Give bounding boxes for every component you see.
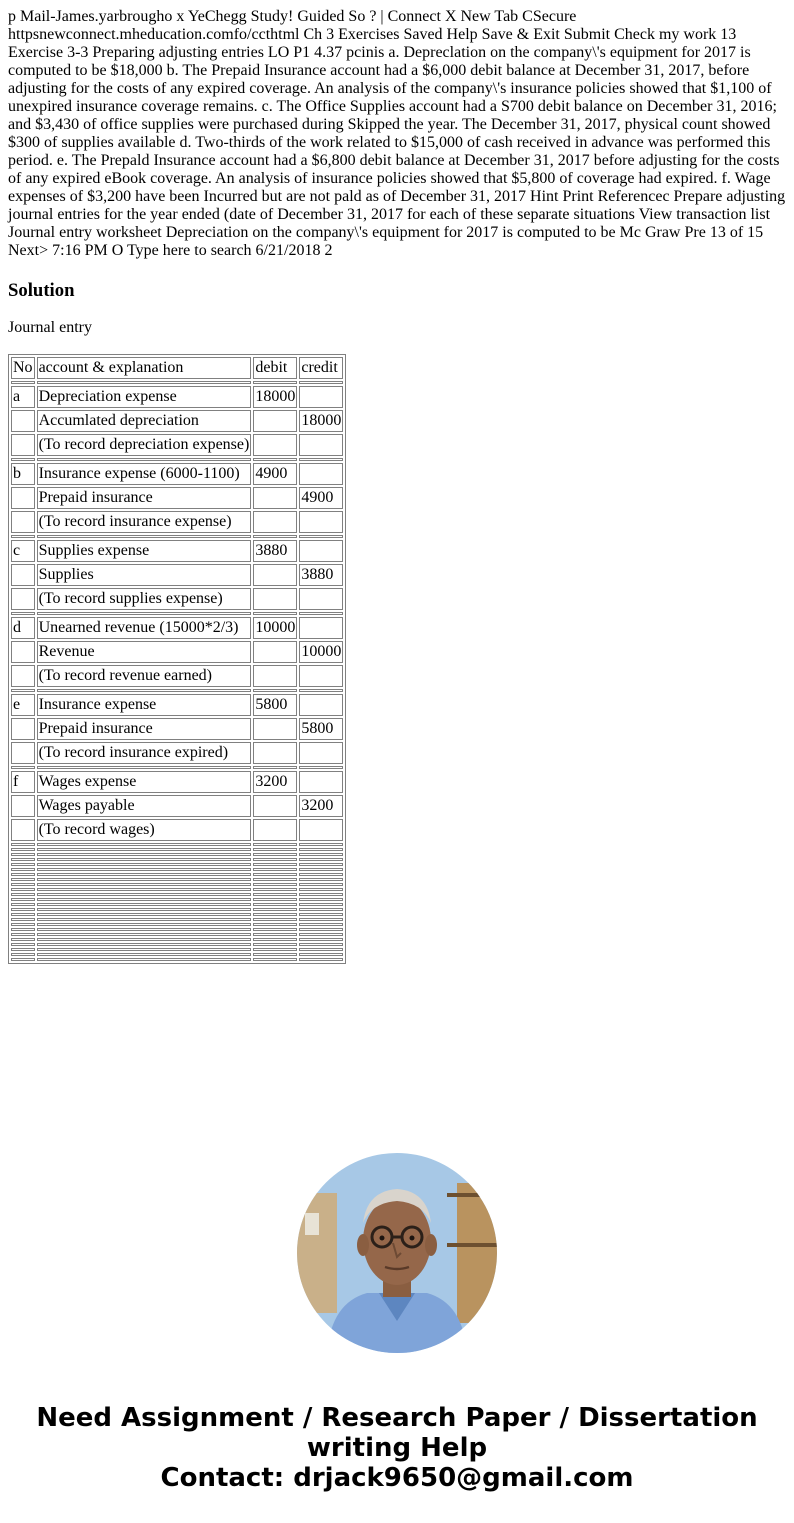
cell-debit: 10000: [253, 617, 297, 639]
cell-no: [11, 766, 35, 769]
table-header-row: [11, 357, 343, 379]
cell-debit: [253, 410, 297, 432]
cell-debit: [253, 766, 297, 769]
profile-photo: [297, 1153, 497, 1353]
cell-account: [37, 689, 252, 692]
cell-no: [11, 665, 35, 687]
cell-account: Accumlated depreciation: [37, 410, 252, 432]
cell-debit: [253, 913, 297, 916]
empty-separator-row: [11, 928, 343, 931]
empty-separator-row: [11, 898, 343, 901]
header-account: account & explanation: [37, 357, 252, 379]
cell-no: e: [11, 694, 35, 716]
table-row: [11, 694, 343, 716]
cell-account: (To record insurance expense): [37, 511, 252, 533]
cell-no: [11, 913, 35, 916]
cell-debit: [253, 858, 297, 861]
cell-debit: [253, 381, 297, 384]
cell-no: [11, 742, 35, 764]
cell-credit: [299, 588, 343, 610]
cell-credit: 5800: [299, 718, 343, 740]
cell-no: [11, 958, 35, 961]
cell-debit: [253, 958, 297, 961]
cell-credit: [299, 903, 343, 906]
solution-heading: Solution: [8, 280, 75, 301]
cell-debit: [253, 943, 297, 946]
cell-debit: [253, 868, 297, 871]
cell-credit: [299, 943, 343, 946]
cell-debit: [253, 853, 297, 856]
cell-account: (To record revenue earned): [37, 665, 252, 687]
cell-account: [37, 458, 252, 461]
cell-account: Revenue: [37, 641, 252, 663]
empty-separator-row: [11, 938, 343, 941]
cell-account: [37, 893, 252, 896]
separator-row: [11, 766, 343, 769]
cell-debit: [253, 863, 297, 866]
cell-no: [11, 863, 35, 866]
cell-debit: [253, 612, 297, 615]
cell-debit: [253, 641, 297, 663]
cell-debit: [253, 948, 297, 951]
cell-debit: [253, 888, 297, 891]
cell-account: (To record insurance expired): [37, 742, 252, 764]
cell-credit: [299, 771, 343, 793]
cell-no: [11, 918, 35, 921]
cell-credit: [299, 953, 343, 956]
cell-account: [37, 878, 252, 881]
empty-separator-row: [11, 913, 343, 916]
cell-no: [11, 511, 35, 533]
cell-no: [11, 893, 35, 896]
cell-account: (To record supplies expense): [37, 588, 252, 610]
table-row: [11, 795, 343, 817]
cell-credit: [299, 913, 343, 916]
cell-debit: [253, 511, 297, 533]
cell-account: [37, 873, 252, 876]
table-row: [11, 771, 343, 793]
cell-account: [37, 953, 252, 956]
cell-debit: [253, 938, 297, 941]
cell-no: [11, 928, 35, 931]
cell-debit: [253, 873, 297, 876]
cell-no: [11, 564, 35, 586]
cell-debit: 3880: [253, 540, 297, 562]
cell-credit: [299, 928, 343, 931]
cell-credit: [299, 863, 343, 866]
cell-account: Wages expense: [37, 771, 252, 793]
cell-debit: 18000: [253, 386, 297, 408]
cell-credit: [299, 893, 343, 896]
separator-row: [11, 689, 343, 692]
cell-no: [11, 487, 35, 509]
cell-debit: [253, 928, 297, 931]
empty-separator-row: [11, 888, 343, 891]
cell-account: Unearned revenue (15000*2/3): [37, 617, 252, 639]
empty-separator-row: [11, 873, 343, 876]
cell-no: [11, 689, 35, 692]
cell-account: [37, 853, 252, 856]
cell-credit: [299, 381, 343, 384]
cell-credit: [299, 612, 343, 615]
empty-separator-row: [11, 868, 343, 871]
cell-credit: [299, 898, 343, 901]
separator-row: [11, 612, 343, 615]
cell-account: [37, 958, 252, 961]
cell-debit: [253, 819, 297, 841]
cell-account: [37, 868, 252, 871]
cell-credit: [299, 458, 343, 461]
cell-account: [37, 908, 252, 911]
cell-credit: [299, 386, 343, 408]
cell-credit: [299, 858, 343, 861]
cell-debit: 5800: [253, 694, 297, 716]
cell-debit: [253, 933, 297, 936]
cell-no: [11, 718, 35, 740]
cell-credit: [299, 540, 343, 562]
cell-debit: [253, 843, 297, 846]
cell-credit: [299, 617, 343, 639]
cell-credit: [299, 918, 343, 921]
table-row: [11, 410, 343, 432]
separator-row: [11, 458, 343, 461]
cell-account: [37, 943, 252, 946]
table-row: [11, 511, 343, 533]
cell-no: [11, 923, 35, 926]
empty-separator-row: [11, 853, 343, 856]
cell-account: [37, 928, 252, 931]
table-row: [11, 742, 343, 764]
cell-no: [11, 878, 35, 881]
cell-no: [11, 873, 35, 876]
cell-account: [37, 843, 252, 846]
cell-account: [37, 898, 252, 901]
profile-photo-illustration: [297, 1153, 497, 1353]
cell-debit: [253, 953, 297, 956]
cell-account: Supplies expense: [37, 540, 252, 562]
cell-debit: 4900: [253, 463, 297, 485]
header-debit: debit: [253, 357, 297, 379]
cell-credit: [299, 873, 343, 876]
separator-row: [11, 381, 343, 384]
journal-entry-label: Journal entry: [8, 319, 92, 336]
cell-account: [37, 903, 252, 906]
cell-debit: [253, 918, 297, 921]
header-credit: credit: [299, 357, 343, 379]
cell-no: [11, 641, 35, 663]
cell-credit: [299, 958, 343, 961]
cell-no: [11, 948, 35, 951]
cell-account: Insurance expense (6000-1100): [37, 463, 252, 485]
cell-account: [37, 938, 252, 941]
table-row: [11, 564, 343, 586]
cell-no: [11, 933, 35, 936]
cell-account: [37, 612, 252, 615]
cell-account: Insurance expense: [37, 694, 252, 716]
cell-credit: [299, 742, 343, 764]
cell-no: [11, 853, 35, 856]
cell-no: c: [11, 540, 35, 562]
table-row: [11, 386, 343, 408]
cell-no: [11, 819, 35, 841]
cell-no: [11, 943, 35, 946]
cell-credit: 3880: [299, 564, 343, 586]
cell-debit: [253, 908, 297, 911]
table-row: [11, 718, 343, 740]
cell-no: [11, 868, 35, 871]
cell-credit: [299, 948, 343, 951]
cell-account: [37, 858, 252, 861]
empty-separator-row: [11, 903, 343, 906]
cell-account: [37, 863, 252, 866]
cell-no: [11, 858, 35, 861]
cell-account: Prepaid insurance: [37, 718, 252, 740]
cell-no: [11, 434, 35, 456]
cell-credit: [299, 434, 343, 456]
cell-no: [11, 883, 35, 886]
cell-credit: [299, 853, 343, 856]
cell-no: [11, 888, 35, 891]
cell-no: [11, 381, 35, 384]
cell-account: Depreciation expense: [37, 386, 252, 408]
cell-debit: [253, 588, 297, 610]
empty-separator-row: [11, 878, 343, 881]
promo-banner: [0, 1403, 794, 1493]
cell-account: (To record wages): [37, 819, 252, 841]
cell-debit: [253, 564, 297, 586]
promo-line-2: writing Help: [306, 1433, 488, 1463]
cell-credit: [299, 888, 343, 891]
empty-separator-row: [11, 958, 343, 961]
empty-separator-row: [11, 858, 343, 861]
table-row: [11, 617, 343, 639]
cell-credit: [299, 923, 343, 926]
cell-credit: [299, 819, 343, 841]
cell-account: [37, 933, 252, 936]
cell-credit: [299, 843, 343, 846]
cell-debit: [253, 487, 297, 509]
cell-no: [11, 588, 35, 610]
cell-debit: [253, 718, 297, 740]
cell-account: [37, 948, 252, 951]
cell-debit: [253, 742, 297, 764]
table-row: [11, 540, 343, 562]
cell-debit: [253, 903, 297, 906]
cell-debit: [253, 434, 297, 456]
cell-no: [11, 843, 35, 846]
cell-debit: [253, 893, 297, 896]
cell-no: [11, 908, 35, 911]
cell-debit: [253, 898, 297, 901]
cell-no: [11, 795, 35, 817]
cell-debit: [253, 883, 297, 886]
cell-no: a: [11, 386, 35, 408]
cell-debit: [253, 848, 297, 851]
promo-line-3: Contact: drjack9650@gmail.com: [160, 1463, 634, 1493]
cell-credit: [299, 694, 343, 716]
cell-debit: [253, 878, 297, 881]
cell-credit: [299, 766, 343, 769]
cell-no: [11, 903, 35, 906]
cell-account: Supplies: [37, 564, 252, 586]
cell-debit: [253, 535, 297, 538]
empty-separator-row: [11, 933, 343, 936]
empty-separator-row: [11, 893, 343, 896]
cell-credit: [299, 689, 343, 692]
cell-account: Prepaid insurance: [37, 487, 252, 509]
cell-credit: [299, 938, 343, 941]
cell-credit: [299, 883, 343, 886]
empty-separator-row: [11, 943, 343, 946]
cell-credit: [299, 535, 343, 538]
cell-debit: [253, 689, 297, 692]
cell-credit: [299, 878, 343, 881]
cell-credit: [299, 908, 343, 911]
cell-credit: [299, 868, 343, 871]
cell-account: [37, 888, 252, 891]
table-row: [11, 588, 343, 610]
cell-credit: [299, 463, 343, 485]
cell-credit: [299, 848, 343, 851]
empty-separator-row: [11, 863, 343, 866]
table-row: [11, 463, 343, 485]
journal-entry-table: [8, 354, 346, 964]
cell-no: [11, 953, 35, 956]
cell-credit: [299, 511, 343, 533]
cell-debit: [253, 458, 297, 461]
table-row: [11, 487, 343, 509]
cell-no: [11, 458, 35, 461]
cell-no: [11, 848, 35, 851]
cell-credit: 4900: [299, 487, 343, 509]
cell-account: (To record depreciation expense): [37, 434, 252, 456]
promo-line-1: Need Assignment / Research Paper / Dissertation: [36, 1403, 758, 1433]
cell-account: [37, 848, 252, 851]
cell-no: [11, 612, 35, 615]
cell-debit: [253, 795, 297, 817]
cell-debit: 3200: [253, 771, 297, 793]
header-no: No: [11, 357, 35, 379]
empty-separator-row: [11, 848, 343, 851]
cell-no: [11, 535, 35, 538]
empty-separator-row: [11, 923, 343, 926]
cell-credit: [299, 665, 343, 687]
cell-account: [37, 923, 252, 926]
cell-no: b: [11, 463, 35, 485]
cell-account: [37, 766, 252, 769]
page-content: [8, 8, 787, 964]
table-row: [11, 665, 343, 687]
cell-no: [11, 410, 35, 432]
empty-separator-row: [11, 908, 343, 911]
cell-account: [37, 918, 252, 921]
empty-separator-row: [11, 883, 343, 886]
cell-credit: 10000: [299, 641, 343, 663]
empty-separator-row: [11, 843, 343, 846]
table-row: [11, 434, 343, 456]
cell-credit: [299, 933, 343, 936]
empty-separator-row: [11, 953, 343, 956]
cell-account: [37, 913, 252, 916]
cell-no: d: [11, 617, 35, 639]
question-text: p Mail-James.yarbrougho x YeChegg Study! Guided So ? | Connect X New Tab CSecure httpsnewconnect.mheducation.comfo/ccthtml Ch 3 Exercises Saved Help Save & Exit Submit Check my work 13 Exercise 3-3 Preparing adjusting entries LO P1 4.37 pcinis a. Depreclation on the company\'s equipment for 2017 is computed to be $18,000 b. The Prepaid Insurance account had a $6,000 debit balance at December 31, 2017, before adjusting for the costs of any expired coverage. An analysis of the company\'s insurance policies showed that $1,100 of unexpired insurance coverage remains. c. The Office Supplies account had a S700 debit balance on December 31, 2016; and $3,430 of office supplies were purchased during Skipped the year. The December 31, 2017, physical count showed $300 of supplies available d. Two-thirds of the work related to $15,000 of cash received in advance was performed this period. e. The Prepald Insurance account had a $6,800 debit balance at December 31, 2017 before adjusting for the costs of any expired eBook coverage. An analysis of insurance policies showed that $5,800 of coverage had expired. f. Wage expenses of $3,200 have been Incurred but are not pald as of December 31, 2017 Hint Print Referencec Prepare adjusting journal entries for the year ended (date of December 31, 2017 for each of these separate situations View transaction list Journal entry worksheet Depreciation on the company\'s equipment for 2017 is computed to be Mc Graw Pre 13 of 15 Next> 7:16 PM O Type here to search 6/21/2018 2: [8, 8, 786, 259]
empty-separator-row: [11, 918, 343, 921]
cell-account: [37, 381, 252, 384]
table-row: [11, 819, 343, 841]
separator-row: [11, 535, 343, 538]
cell-credit: 3200: [299, 795, 343, 817]
cell-no: f: [11, 771, 35, 793]
cell-credit: 18000: [299, 410, 343, 432]
cell-account: Wages payable: [37, 795, 252, 817]
cell-debit: [253, 923, 297, 926]
cell-debit: [253, 665, 297, 687]
cell-account: [37, 535, 252, 538]
empty-separator-row: [11, 948, 343, 951]
cell-account: [37, 883, 252, 886]
cell-no: [11, 938, 35, 941]
cell-no: [11, 898, 35, 901]
table-row: [11, 641, 343, 663]
